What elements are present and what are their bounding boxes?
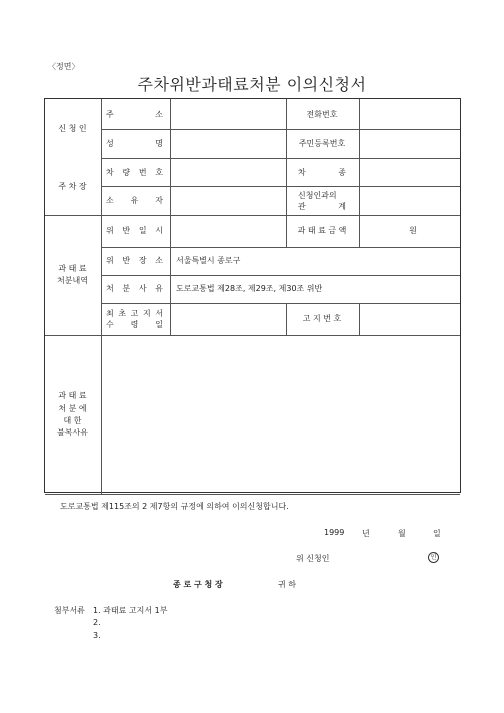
statement-text: 도로교통법 제115조의 2 제7항의 규정에 의하여 이의신청합니다. (60, 502, 289, 511)
addressee-suffix: 귀 하 (278, 580, 296, 589)
disposition-section-label (45, 215, 100, 335)
disposition-reason-label: 처 분 사 유 (106, 283, 163, 293)
address-label: 주 소 (106, 109, 163, 119)
page-title: 주차위반과태료처분 이의신청서 (137, 75, 367, 94)
first-notice-receipt-label: 최 초 고 지 서 수 령 일 (106, 308, 163, 329)
phone-field[interactable] (360, 101, 458, 127)
attachments-label: 첨부서류 (54, 606, 85, 615)
objection-label-line: 과 태 료 (58, 391, 87, 401)
objection-label-line: 처 분 에 (58, 403, 87, 413)
violation-place-value[interactable]: 서울특별시 종로구 (176, 255, 241, 265)
signer-label: 위 신청인 (296, 554, 330, 563)
objection-reason-label (45, 335, 100, 495)
fine-amount-field[interactable] (360, 215, 458, 246)
owner-field[interactable] (172, 188, 284, 213)
violation-place-label: 위 반 장 소 (106, 255, 163, 265)
vehicle-type-label: 차 종 (298, 167, 346, 177)
divider (45, 335, 460, 336)
year-value: 1999 (324, 528, 345, 537)
month-unit: 월 (398, 529, 406, 538)
name-label: 성 명 (106, 139, 163, 148)
applicant-section-label: 신 청 인 (58, 124, 87, 133)
parking-section-label: 주 차 장 (58, 182, 87, 191)
plate-number-label: 차 량 번 호 (106, 167, 163, 177)
disposition-reason-value[interactable]: 도로교통법 제28조, 제29조, 제30조 위반 (176, 283, 323, 293)
name-field[interactable] (172, 131, 284, 156)
seal-mark[interactable]: 인 (428, 552, 439, 563)
owner-label: 소 유 자 (106, 196, 163, 205)
attachment-item: 2. (93, 618, 101, 627)
notice-number-field[interactable] (360, 304, 458, 333)
attachment-item: 1. 과태료 고지서 1부 (93, 606, 168, 615)
objection-label-line: 불복사유 (57, 428, 88, 438)
phone-label: 전화번호 (306, 109, 338, 119)
objection-label-line: 대 한 (63, 416, 82, 425)
divider (101, 99, 102, 494)
won-unit: 원 (409, 226, 417, 235)
notice-number-label: 고 지 번 호 (302, 314, 342, 323)
day-unit: 일 (433, 529, 441, 538)
resident-number-field[interactable] (360, 131, 458, 156)
fine-amount-label: 과 태 료 금 액 (297, 226, 347, 235)
addressee: 종 로 구 청 장 (173, 580, 223, 589)
divider (45, 494, 460, 495)
violation-datetime-field[interactable] (172, 217, 284, 244)
disposition-label-line: 처분내역 (57, 276, 88, 285)
relation-label: 신청인과의 관 계 (298, 190, 346, 211)
relation-field[interactable] (360, 188, 458, 213)
plate-number-field[interactable] (172, 160, 284, 184)
divider (170, 99, 171, 335)
violation-datetime-label: 위 반 일 시 (106, 226, 163, 235)
page-side-label: 〈정면〉 (48, 62, 80, 71)
first-notice-receipt-field[interactable] (172, 304, 284, 333)
objection-reason-field[interactable] (104, 338, 458, 490)
address-field[interactable] (172, 101, 284, 127)
vehicle-type-field[interactable] (360, 160, 458, 184)
resident-number-label: 주민등록번호 (298, 139, 346, 148)
attachment-item: 3. (93, 631, 101, 640)
year-unit: 년 (362, 529, 370, 538)
disposition-label-line: 과 태 료 (58, 263, 87, 273)
